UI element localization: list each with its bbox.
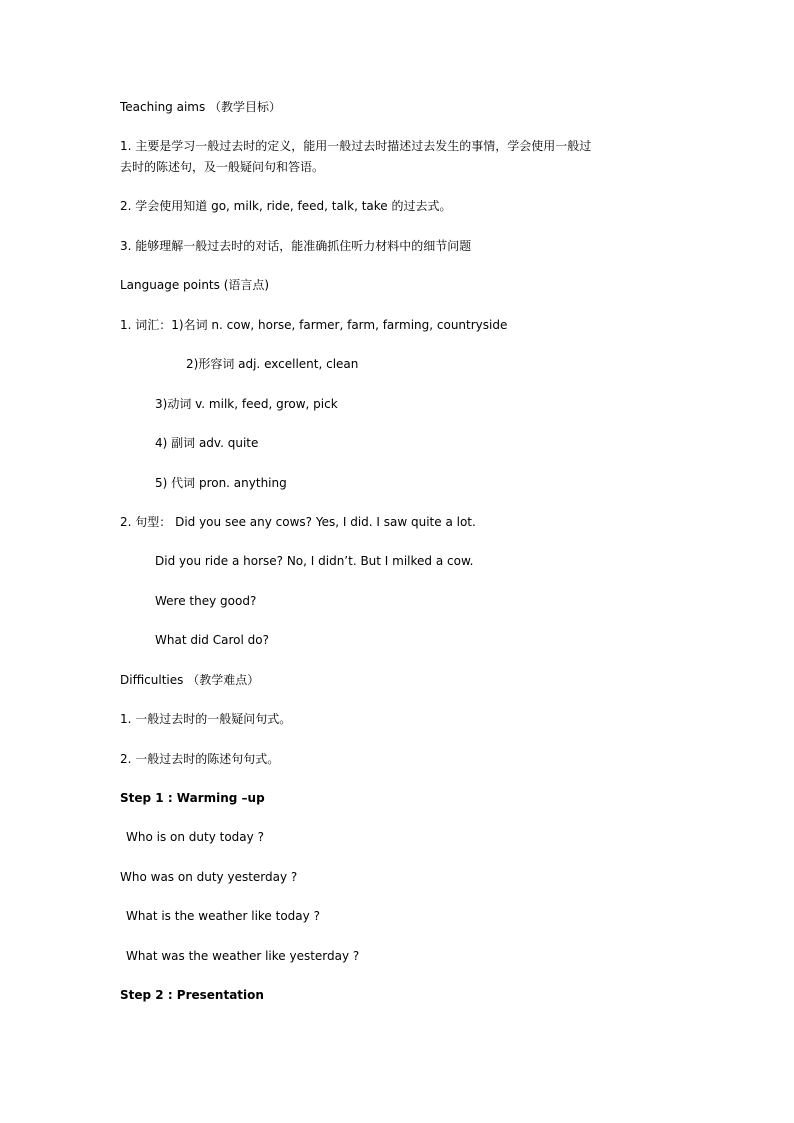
step-2-heading: Step 2 : Presentation bbox=[120, 988, 264, 1002]
warmup-question-4: What was the weather like yesterday ? bbox=[126, 949, 360, 963]
vocab-nouns: 1. 词汇：1)名词 n. cow, horse, farmer, farm, farming, countryside bbox=[120, 318, 508, 332]
warmup-question-3: What is the weather like today ? bbox=[126, 909, 320, 923]
difficulties-heading: Difficulties （教学难点） bbox=[120, 673, 260, 687]
aim-3: 3. 能够理解一般过去时的对话，能准确抓住听力材料中的细节问题 bbox=[120, 239, 472, 253]
aim-1-line-2: 去时的陈述句，及一般疑问句和答语。 bbox=[120, 160, 325, 174]
vocab-pronouns: 5) 代词 pron. anything bbox=[155, 476, 287, 490]
language-points-heading: Language points (语言点) bbox=[120, 278, 270, 292]
aim-1-line-1: 1. 主要是学习一般过去时的定义，能用一般过去时描述过去发生的事情，学会使用一般过 bbox=[120, 139, 592, 153]
teaching-aims-heading: Teaching aims （教学目标） bbox=[120, 100, 282, 114]
aim-2: 2. 学会使用知道 go, milk, ride, feed, talk, take 的过去式。 bbox=[120, 199, 452, 213]
step-1-heading: Step 1 : Warming –up bbox=[120, 791, 265, 805]
vocab-verbs: 3)动词 v. milk, feed, grow, pick bbox=[155, 397, 338, 411]
sentence-pattern-1: 2. 句型： Did you see any cows? Yes, I did. I saw quite a lot. bbox=[120, 515, 476, 529]
sentence-pattern-2: Did you ride a horse? No, I didn’t. But I milked a cow. bbox=[155, 554, 474, 568]
sentence-pattern-4: What did Carol do? bbox=[155, 633, 269, 647]
vocab-adjectives: 2)形容词 adj. excellent, clean bbox=[186, 357, 359, 371]
difficulty-1: 1. 一般过去时的一般疑问句式。 bbox=[120, 712, 292, 726]
sentence-pattern-3: Were they good? bbox=[155, 594, 257, 608]
vocab-adverbs: 4) 副词 adv. quite bbox=[155, 436, 259, 450]
difficulty-2: 2. 一般过去时的陈述句句式。 bbox=[120, 752, 280, 766]
warmup-question-1: Who is on duty today ? bbox=[126, 830, 264, 844]
warmup-question-2: Who was on duty yesterday ? bbox=[120, 870, 298, 884]
